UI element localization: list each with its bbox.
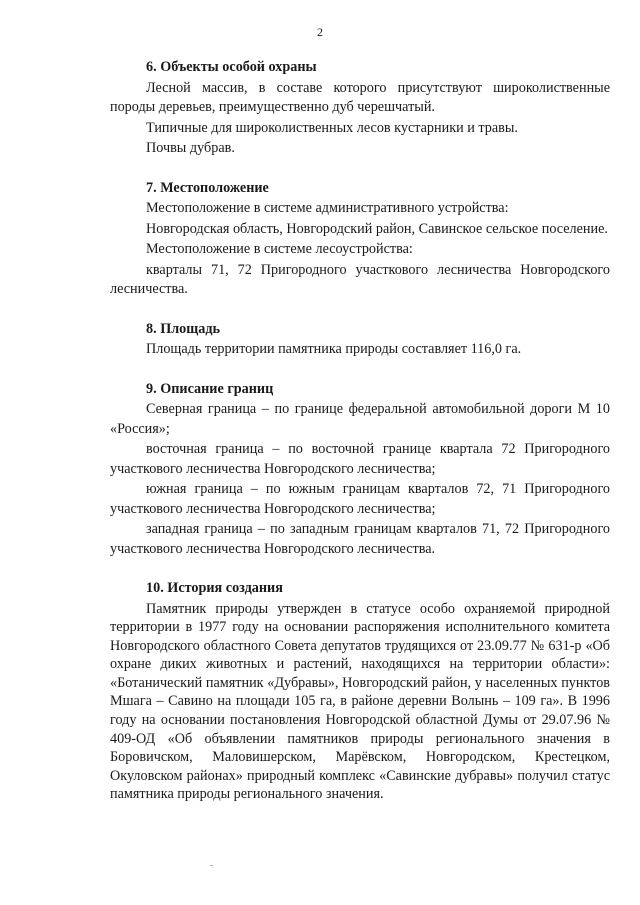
paragraph: Местоположение в системе лесоустройства: (146, 241, 413, 257)
paragraph: южная граница – по южным границам кварталов 72, 71 Пригородного участкового лесничества Новгородского лесничества; (110, 481, 610, 517)
paragraph: западная граница – по западным границам кварталов 71, 72 Пригородного участкового лесничества Новгородского лесничества. (110, 521, 610, 557)
page-number: 2 (317, 25, 323, 39)
paragraph: Северная граница – по границе федеральной автомобильной дороги М 10 «Россия»; (110, 401, 610, 437)
section-heading: 9. Описание границ (146, 380, 274, 397)
section-heading: 8. Площадь (146, 320, 221, 337)
paragraph: Памятник природы утвержден в статусе особо охраняемой природной территории в 1977 году на основании распоряжения исполнительного комитета Новгородского областного Совета депутатов трудящихся от 23.09.77 № 631-р «Об охране диких животных и растений, находящихся на территории области»: «Ботанический памятник «Дубравы», Новгородский район, у населенных пунктов Мшага – Савино на площади 105 га, в районе деревни Волынь – 109 га». В 1996 году на основании постановления Новгородской областной Думы от 29.07.96 № 409-ОД «Об объявлении памятников природы регионального значения в Боровичском, Маловишерском, Марёвском, Новгородском, Крестецком, Окуловском районах» природный комплекс «Савинские дубравы» получил статус памятника природы регионального значения. (110, 600, 610, 803)
section-boundaries (110, 380, 610, 560)
section-heading: 6. Объекты особой охраны (146, 59, 317, 75)
section-heading: 10. История создания (146, 580, 283, 596)
paragraph: Типичные для широколиственных лесов кустарники и травы. (146, 119, 518, 136)
document-body (110, 58, 610, 824)
paragraph: восточная граница – по восточной границе квартала 72 Пригородного участкового лесничества Новгородского лесничества; (110, 441, 610, 477)
paragraph: Лесной массив, в составе которого присутствуют широколиственные породы деревьев, преимущественно дуб черешчатый. (110, 79, 610, 115)
scan-speck (210, 865, 213, 866)
paragraph: Местоположение в системе административного устройства: (146, 200, 509, 216)
section-area (110, 320, 610, 360)
paragraph: Новгородская область, Новгородский район, Савинское сельское поселение. (146, 220, 608, 237)
paragraph: кварталы 71, 72 Пригородного участкового лесничества Новгородского лесничества. (110, 261, 610, 297)
section-protected-objects (110, 58, 610, 159)
paragraph: Площадь территории памятника природы составляет 116,0 га. (146, 341, 522, 357)
section-history (110, 579, 610, 804)
section-location (110, 179, 610, 300)
section-heading: 7. Местоположение (146, 179, 269, 196)
paragraph: Почвы дубрав. (146, 140, 235, 156)
